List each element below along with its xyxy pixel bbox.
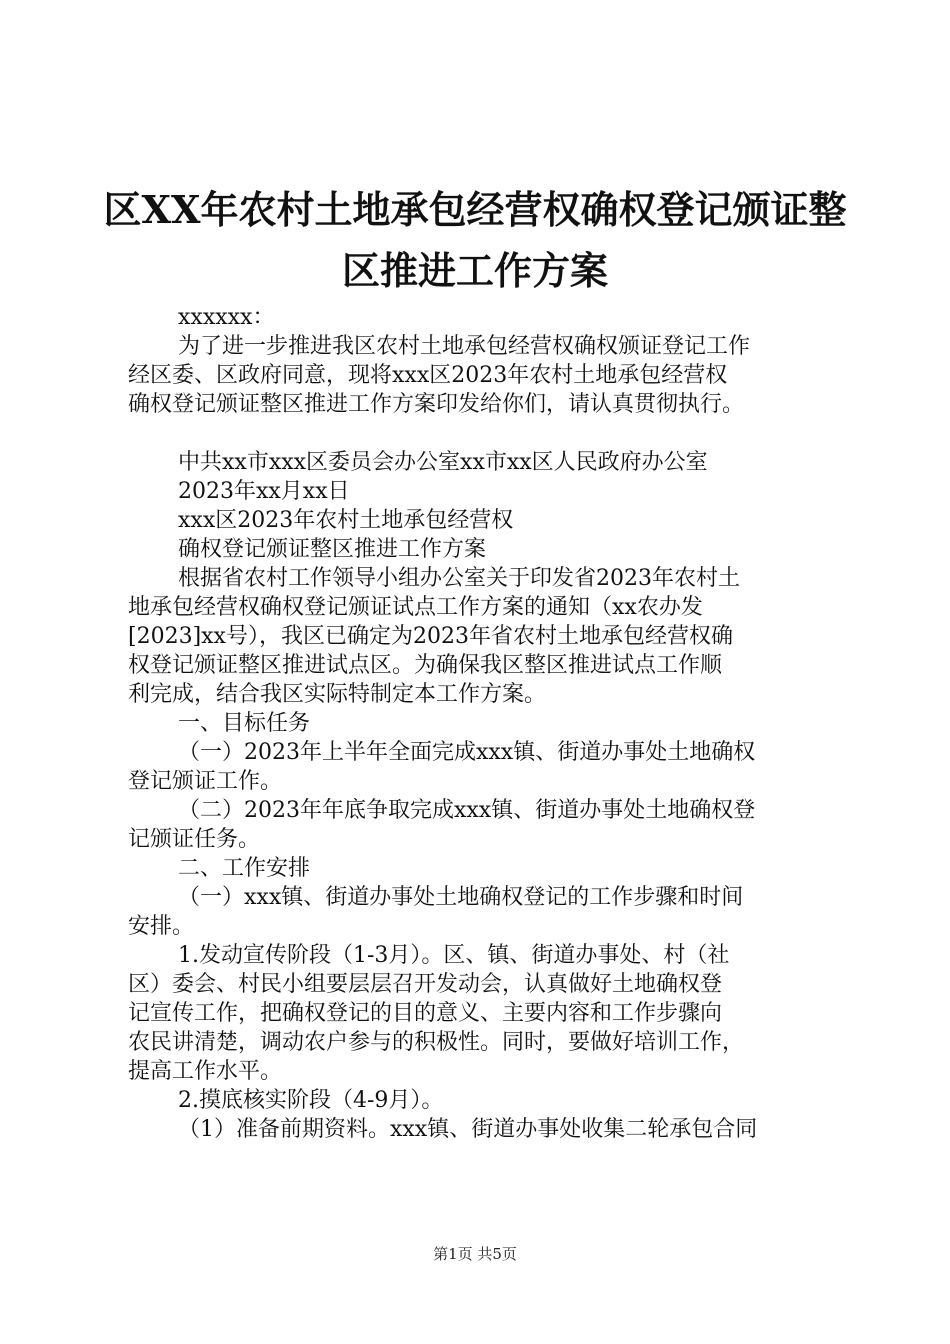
paragraph-line: 利完成，结合我区实际特制定本工作方案。 xyxy=(128,682,547,707)
subtitle-line: 确权登记颁证整区推进工作方案 xyxy=(178,537,487,562)
paragraph-line: 登记颁证工作。 xyxy=(128,769,283,794)
salutation: xxxxxx： xyxy=(178,305,275,330)
paragraph-line: 经区委、区政府同意，现将xxx区2023年农村土地承包经营权 xyxy=(128,363,728,388)
paragraph-line: 确权登记颁证整区推进工作方案印发给你们，请认真贯彻执行。 xyxy=(128,392,745,417)
section-heading: 一、目标任务 xyxy=(178,711,311,736)
paragraph-line: 2.摸底核实阶段（4-9月）。 xyxy=(178,1088,444,1113)
paragraph-gap xyxy=(128,419,840,448)
subtitle-line: xxx区2023年农村土地承包经营权 xyxy=(178,508,514,533)
paragraph-line: 1.发动宣传阶段（1-3月）。区、镇、街道办事处、村（社 xyxy=(178,943,730,968)
paragraph-line: （一）xxx镇、街道办事处土地确权登记的工作步骤和时间 xyxy=(178,885,744,910)
document-body xyxy=(128,303,840,1144)
paragraph-line: 为了进一步推进我区农村土地承包经营权确权颁证登记工作 xyxy=(178,334,751,359)
paragraph-line: 地承包经营权确权登记颁证试点工作方案的通知（xx农办发 xyxy=(128,595,703,620)
paragraph-line: 农民讲清楚，调动农户参与的积极性。同时，要做好培训工作， xyxy=(128,1030,745,1055)
paragraph-line: 权登记颁证整区推进试点区。为确保我区整区推进试点工作顺 xyxy=(128,653,723,678)
paragraph-line: （一）2023年上半年全面完成xxx镇、街道办事处土地确权 xyxy=(178,740,756,765)
paragraph-line: 区）委会、村民小组要层层召开发动会，认真做好土地确权登 xyxy=(128,972,723,997)
paragraph-line: 提高工作水平。 xyxy=(128,1059,283,1084)
issuer-line: 中共xx市xxx区委员会办公室xx市xx区人民政府办公室 xyxy=(178,450,708,475)
paragraph-line: 根据省农村工作领导小组办公室关于印发省2023年农村土 xyxy=(178,566,740,591)
document-title-line-2: 区推进工作方案 xyxy=(341,248,608,293)
paragraph-line: （1）准备前期资料。xxx镇、街道办事处收集二轮承包合同 xyxy=(178,1117,758,1142)
section-heading: 二、工作安排 xyxy=(178,856,311,881)
paragraph-line: 安排。 xyxy=(128,914,195,939)
paragraph-line: [2023]xx号），我区已确定为2023年省农村土地承包经营权确 xyxy=(128,624,733,649)
date-line: 2023年xx月xx日 xyxy=(178,479,350,504)
paragraph-line: 记颁证任务。 xyxy=(128,827,261,852)
page-number-footer: 第1页 共5页 xyxy=(433,1245,517,1263)
paragraph-line: （二）2023年年底争取完成xxx镇、街道办事处土地确权登 xyxy=(178,798,756,823)
document-title-line-1: 区XX年农村土地承包经营权确权登记颁证整 xyxy=(103,187,847,232)
paragraph-line: 记宣传工作，把确权登记的目的意义、主要内容和工作步骤向 xyxy=(128,1001,723,1026)
